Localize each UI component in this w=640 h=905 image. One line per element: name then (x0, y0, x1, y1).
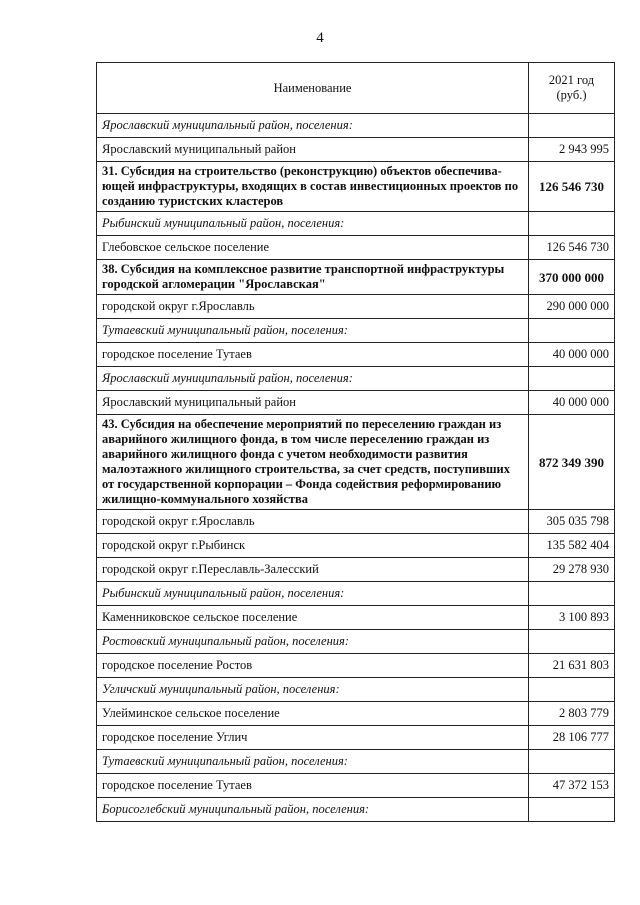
table-row (97, 606, 615, 630)
row-amount (529, 630, 615, 654)
table-row (97, 702, 615, 726)
table-row (97, 138, 615, 162)
row-amount (529, 678, 615, 702)
subsidy-table (96, 62, 615, 822)
table-row (97, 774, 615, 798)
row-name: 38. Субсидия на комплексное развитие транспортной инфраструктуры городской агломерации "Ярославская" (97, 260, 529, 295)
page-number: 4 (316, 30, 324, 46)
row-name: Улейминское сельское поселение (97, 702, 529, 726)
row-amount (529, 750, 615, 774)
row-name: Ярославский муниципальный район, поселения: (97, 367, 529, 391)
row-amount: 2 803 779 (529, 702, 615, 726)
row-name: 31. Субсидия на строительство (реконструкцию) объектов обеспечива-ющей инфраструктуры, входящих в состав инвестиционных проектов по созданию туристских кластеров (97, 162, 529, 212)
row-amount: 126 546 730 (529, 162, 615, 212)
row-name: Тутаевский муниципальный район, поселения: (97, 750, 529, 774)
table-header-row (97, 63, 615, 114)
subsidy-row (97, 415, 615, 510)
header-year (529, 63, 615, 114)
subsidy-row (97, 260, 615, 295)
row-name: городской округ г.Ярославль (97, 295, 529, 319)
row-amount: 29 278 930 (529, 558, 615, 582)
row-amount: 21 631 803 (529, 654, 615, 678)
row-amount: 3 100 893 (529, 606, 615, 630)
table-row (97, 295, 615, 319)
table-row (97, 510, 615, 534)
row-name: Ярославский муниципальный район, поселения: (97, 114, 529, 138)
row-name: Угличский муниципальный район, поселения: (97, 678, 529, 702)
row-name: Борисоглебский муниципальный район, поселения: (97, 798, 529, 822)
row-amount: 40 000 000 (529, 391, 615, 415)
row-amount (529, 319, 615, 343)
region-heading-row (97, 750, 615, 774)
region-heading-row (97, 367, 615, 391)
row-name: городское поселение Тутаев (97, 343, 529, 367)
table-row (97, 558, 615, 582)
header-year-unit: (руб.) (556, 88, 587, 102)
row-amount: 305 035 798 (529, 510, 615, 534)
table-body (97, 114, 615, 822)
row-amount: 28 106 777 (529, 726, 615, 750)
table-row (97, 726, 615, 750)
row-amount: 872 349 390 (529, 415, 615, 510)
row-name: Рыбинский муниципальный район, поселения: (97, 582, 529, 606)
row-name: Ярославский муниципальный район (97, 391, 529, 415)
region-heading-row (97, 212, 615, 236)
region-heading-row (97, 319, 615, 343)
row-amount (529, 367, 615, 391)
row-name: городской округ г.Рыбинск (97, 534, 529, 558)
row-amount: 290 000 000 (529, 295, 615, 319)
table-row (97, 343, 615, 367)
region-heading-row (97, 678, 615, 702)
row-amount (529, 212, 615, 236)
row-amount: 370 000 000 (529, 260, 615, 295)
row-amount (529, 114, 615, 138)
row-amount (529, 798, 615, 822)
table-row (97, 236, 615, 260)
row-amount: 2 943 995 (529, 138, 615, 162)
row-name: Глебовское сельское поселение (97, 236, 529, 260)
row-name: городской округ г.Переславль-Залесский (97, 558, 529, 582)
row-name: Каменниковское сельское поселение (97, 606, 529, 630)
region-heading-row (97, 582, 615, 606)
row-name: Ярославский муниципальный район (97, 138, 529, 162)
row-name: Тутаевский муниципальный район, поселения: (97, 319, 529, 343)
header-year-label: 2021 год (548, 73, 595, 87)
row-name: Рыбинский муниципальный район, поселения: (97, 212, 529, 236)
table-row (97, 654, 615, 678)
row-name: городское поселение Ростов (97, 654, 529, 678)
subsidy-row (97, 162, 615, 212)
row-name: Ростовский муниципальный район, поселения: (97, 630, 529, 654)
row-name: городской округ г.Ярославль (97, 510, 529, 534)
table-row (97, 534, 615, 558)
row-amount: 40 000 000 (529, 343, 615, 367)
row-name: городское поселение Углич (97, 726, 529, 750)
row-name: 43. Субсидия на обеспечение мероприятий по переселению граждан из аварийного жилищного фонда, в том числе переселению граждан из аварийного жилищного фонда с учетом необходимости развития малоэтажного жилищного строительства, за счет средств, поступивших от государственной корпорации – Фонда содействия реформированию жилищно-коммунального хозяйства (97, 415, 529, 510)
row-amount: 47 372 153 (529, 774, 615, 798)
row-amount: 126 546 730 (529, 236, 615, 260)
row-amount: 135 582 404 (529, 534, 615, 558)
region-heading-row (97, 798, 615, 822)
header-name: Наименование (97, 63, 529, 114)
table-row (97, 391, 615, 415)
row-name: городское поселение Тутаев (97, 774, 529, 798)
region-heading-row (97, 630, 615, 654)
region-heading-row (97, 114, 615, 138)
row-amount (529, 582, 615, 606)
